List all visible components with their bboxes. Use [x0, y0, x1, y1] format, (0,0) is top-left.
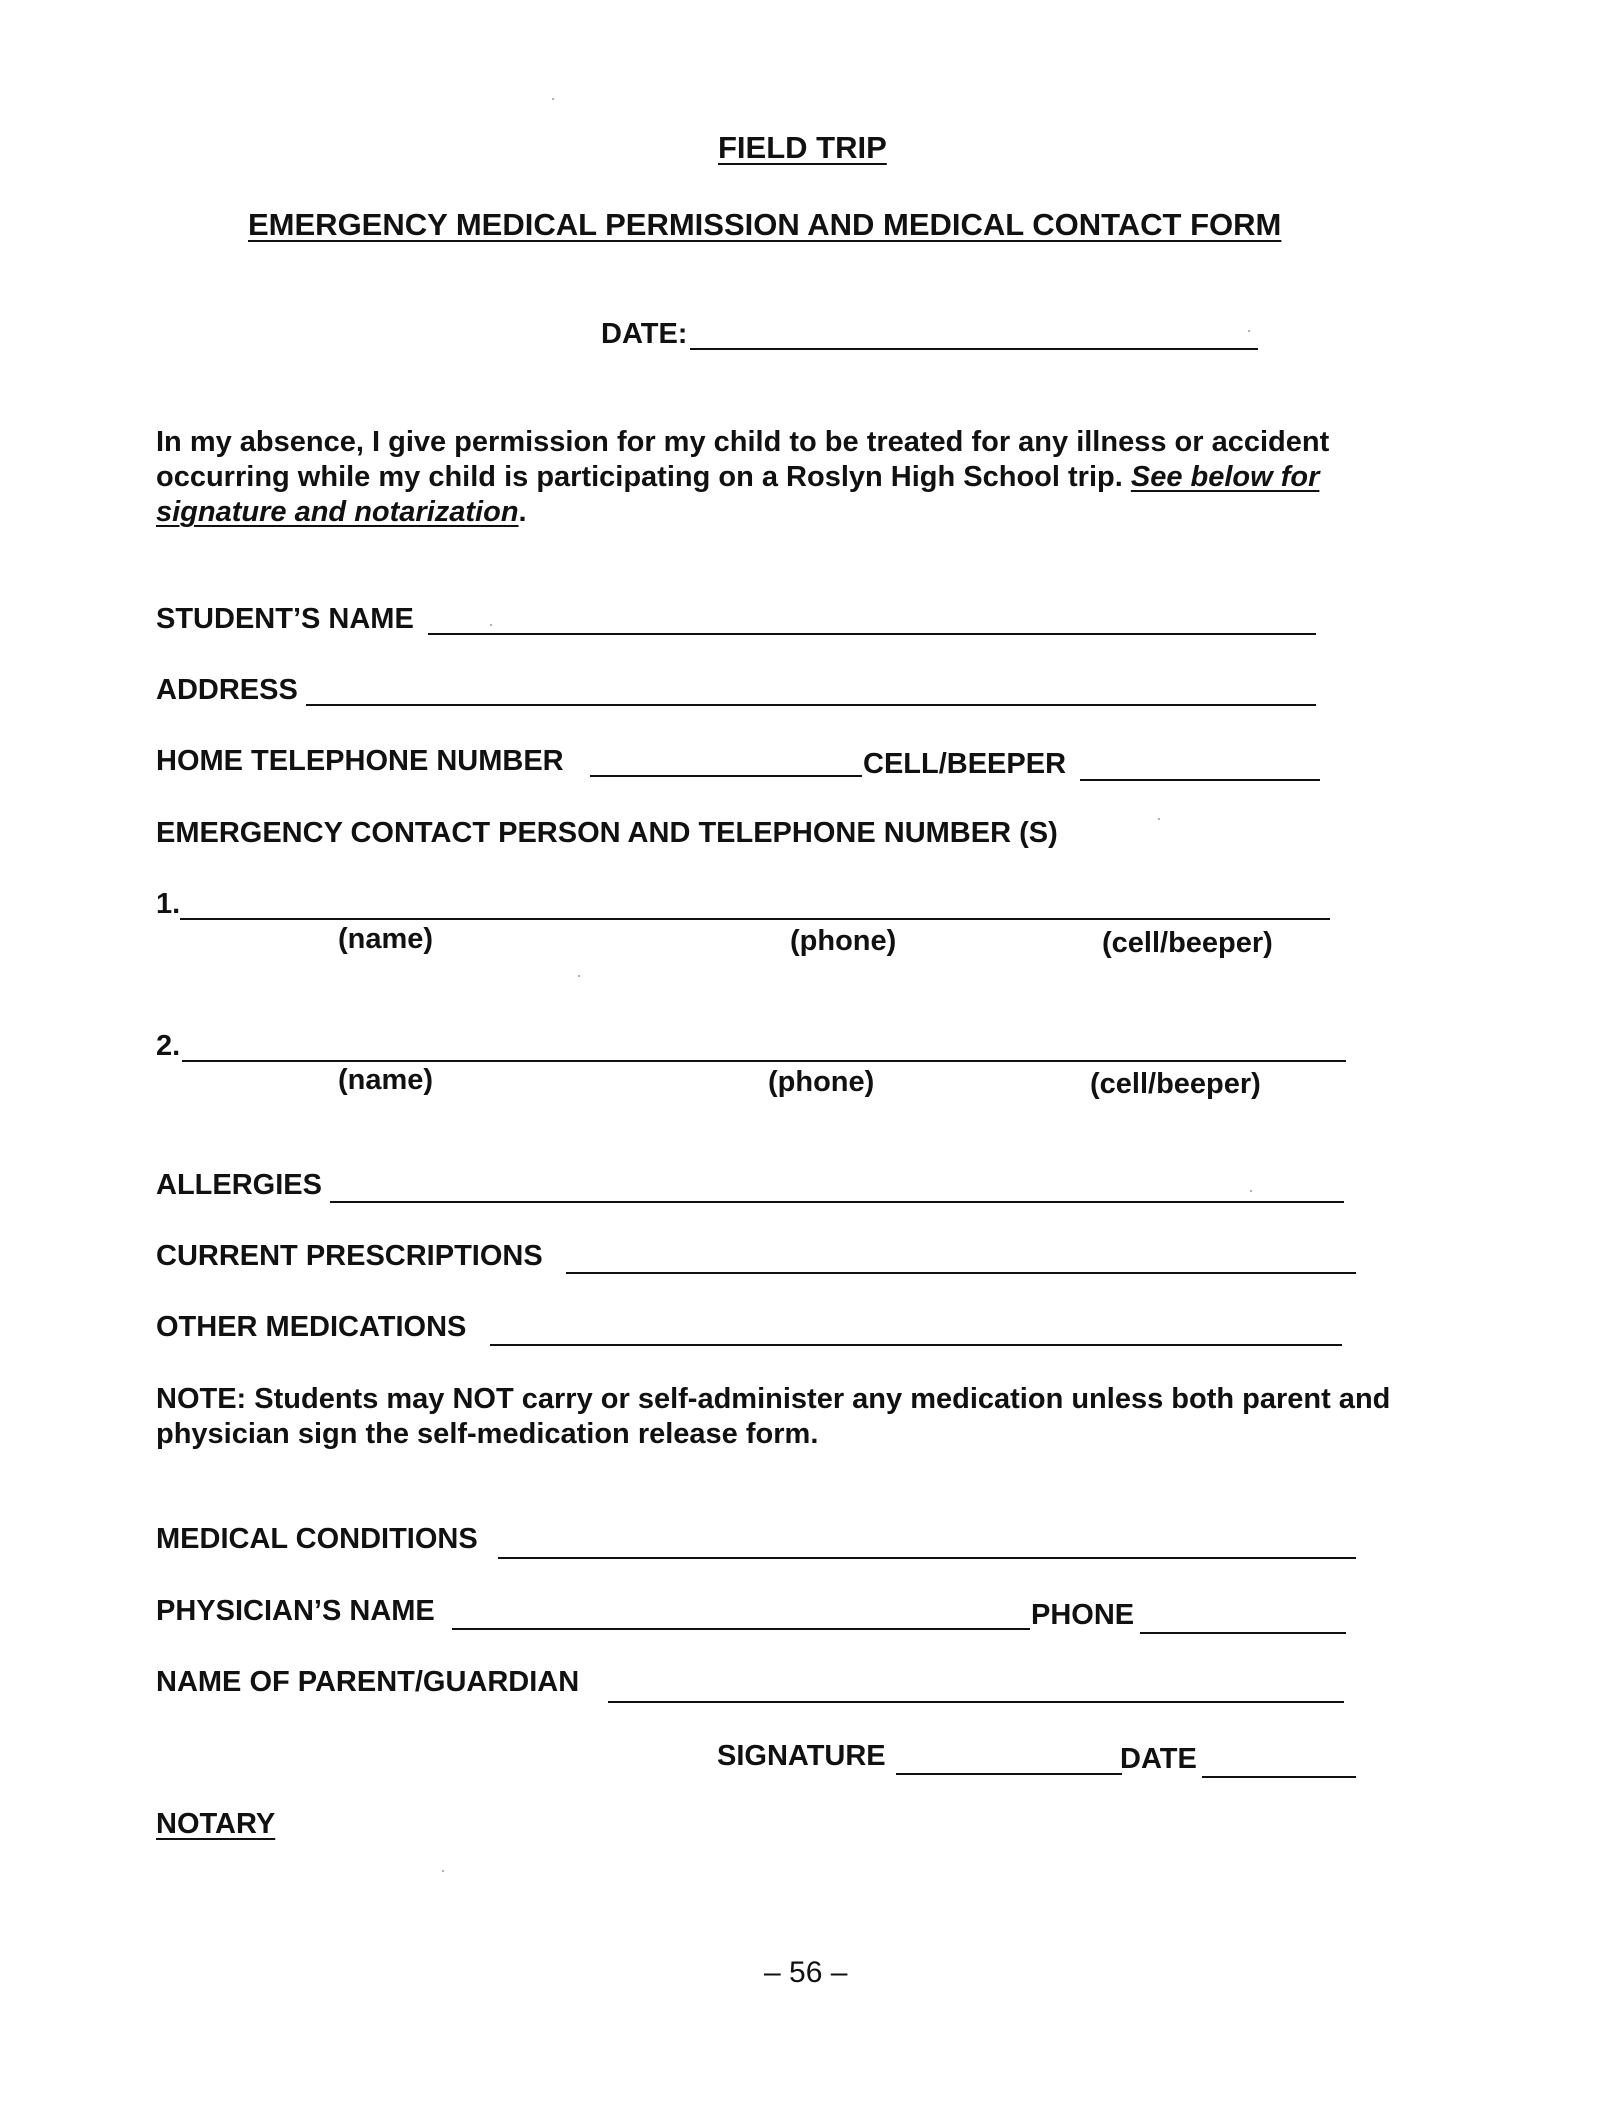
date-label: DATE: — [601, 318, 688, 350]
parent-guardian-label: NAME OF PARENT/GUARDIAN — [156, 1666, 580, 1698]
home-phone-label: HOME TELEPHONE NUMBER — [156, 745, 564, 777]
signature-notarization-link[interactable]: See below for signature and notarization — [156, 461, 1320, 528]
contact-2-cell-caption: (cell/beeper) — [1090, 1068, 1261, 1100]
permission-text: In my absence, I give permission for my child to be treated for any illness or accident occurring while my child is participating on a Roslyn High School trip. — [156, 426, 1330, 493]
physician-name-label: PHYSICIAN’S NAME — [156, 1595, 435, 1627]
current-prescriptions-field[interactable] — [566, 1272, 1356, 1274]
physician-name-field[interactable] — [452, 1628, 1030, 1630]
signature-date-label: DATE — [1120, 1743, 1197, 1775]
current-prescriptions-label: CURRENT PRESCRIPTIONS — [156, 1240, 543, 1272]
page-title: FIELD TRIP — [718, 130, 887, 165]
contact-1-field[interactable] — [180, 918, 1330, 920]
emergency-contact-header: EMERGENCY CONTACT PERSON AND TELEPHONE NUMBER (S) — [156, 817, 1058, 849]
self-medication-note: NOTE: Students may NOT carry or self-administer any medication unless both parent and physician sign the self-medication release form. — [156, 1383, 1391, 1450]
other-medications-field[interactable] — [490, 1344, 1342, 1346]
parent-guardian-field[interactable] — [608, 1701, 1344, 1703]
cell-beeper-field[interactable] — [1080, 779, 1320, 781]
contact-1-name-caption: (name) — [338, 923, 434, 955]
page-number: – 56 – — [764, 1956, 848, 1989]
form-subtitle: EMERGENCY MEDICAL PERMISSION AND MEDICAL CONTACT FORM — [248, 207, 1282, 242]
contact-2-number: 2. — [156, 1030, 181, 1062]
physician-phone-field[interactable] — [1140, 1632, 1346, 1634]
address-field[interactable] — [306, 704, 1316, 706]
scan-speck — [442, 1870, 444, 1872]
contact-1-cell-caption: (cell/beeper) — [1102, 927, 1273, 959]
scan-speck — [490, 624, 492, 626]
student-name-field[interactable] — [428, 633, 1316, 635]
signature-label: SIGNATURE — [717, 1740, 886, 1772]
home-phone-field[interactable] — [590, 775, 862, 777]
allergies-label: ALLERGIES — [156, 1169, 322, 1201]
signature-date-field[interactable] — [1202, 1776, 1356, 1778]
scan-speck — [578, 975, 580, 977]
contact-2-phone-caption: (phone) — [768, 1066, 875, 1098]
physician-phone-label: PHONE — [1031, 1599, 1135, 1631]
scan-speck — [552, 98, 554, 100]
medical-conditions-label: MEDICAL CONDITIONS — [156, 1523, 478, 1555]
scan-speck — [1158, 818, 1160, 820]
contact-1-phone-caption: (phone) — [790, 925, 897, 957]
scan-speck — [1248, 330, 1250, 332]
permission-end: . — [518, 496, 527, 528]
address-label: ADDRESS — [156, 674, 298, 706]
scan-speck — [1250, 1190, 1252, 1192]
cell-beeper-label: CELL/BEEPER — [863, 748, 1067, 780]
date-field[interactable] — [690, 348, 1258, 350]
allergies-field[interactable] — [330, 1201, 1344, 1203]
other-medications-label: OTHER MEDICATIONS — [156, 1311, 467, 1343]
notary-label: NOTARY — [156, 1808, 276, 1840]
contact-2-name-caption: (name) — [338, 1064, 434, 1096]
signature-field[interactable] — [896, 1773, 1122, 1775]
contact-1-number: 1. — [156, 888, 181, 920]
contact-2-field[interactable] — [182, 1060, 1346, 1062]
student-name-label: STUDENT’S NAME — [156, 603, 414, 635]
medical-conditions-field[interactable] — [498, 1557, 1356, 1559]
permission-statement — [156, 425, 1411, 530]
